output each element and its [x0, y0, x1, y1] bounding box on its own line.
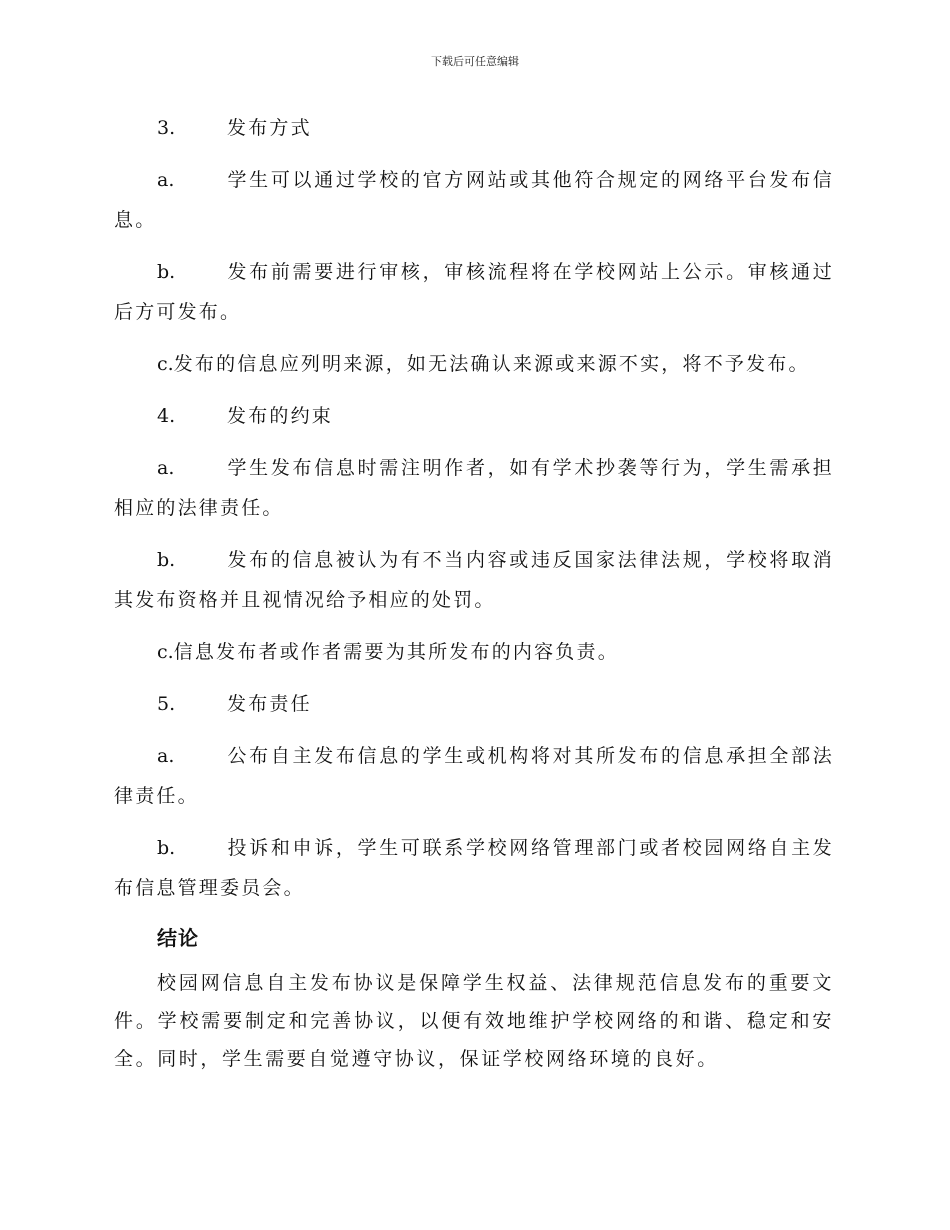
item-text: 投诉和申诉，学生可联系学校网络管理部门或者校园网络自主发布信息管理委员会。: [114, 837, 834, 899]
section-title: 发布的约束: [227, 405, 334, 427]
item-marker: b.: [157, 261, 176, 283]
item-text: 发布的信息应列明来源，如无法确认来源或来源不实，将不予发布。: [173, 353, 810, 375]
item-marker: a.: [157, 169, 175, 191]
list-item: [114, 344, 834, 384]
item-marker: c.: [157, 641, 174, 663]
conclusion-text: 校园网信息自主发布协议是保障学生权益、法律规范信息发布的重要文件。学校需要制定和完善协议，以便有效地维护学校网络的和谐、稳定和安全。同时，学生需要自觉遵守协议，保证学校网络环境的良好。: [114, 972, 834, 1070]
section-number: 4.: [157, 405, 176, 427]
item-text: 信息发布者或作者需要为其所发布的内容负责。: [173, 641, 619, 663]
item-marker: a.: [157, 457, 175, 479]
item-marker: a.: [157, 745, 175, 767]
section-heading-4: [114, 396, 834, 436]
section-heading-3: [114, 108, 834, 148]
section-heading-5: [114, 684, 834, 724]
section-title: 发布方式: [227, 117, 312, 139]
section-title: 发布责任: [227, 693, 312, 715]
item-text: 发布前需要进行审核，审核流程将在学校网站上公示。审核通过后方可发布。: [114, 261, 834, 323]
list-item: [114, 160, 834, 240]
conclusion-heading: 结论: [157, 926, 199, 950]
list-item: [114, 632, 834, 672]
list-item: [114, 252, 834, 332]
document-body: [114, 108, 834, 1078]
item-text: 发布的信息被认为有不当内容或违反国家法律法规，学校将取消其发布资格并且视情况给予相应的处罚。: [114, 549, 834, 611]
list-item: [114, 736, 834, 816]
list-item: [114, 828, 834, 908]
item-text: 公布自主发布信息的学生或机构将对其所发布的信息承担全部法律责任。: [114, 745, 834, 807]
section-number: 5.: [157, 693, 176, 715]
list-item: [114, 448, 834, 528]
page-header-note: 下载后可任意编辑: [431, 55, 519, 68]
item-marker: b.: [157, 837, 176, 859]
item-text: 学生可以通过学校的官方网站或其他符合规定的网络平台发布信息。: [114, 169, 834, 231]
list-item: [114, 540, 834, 620]
section-number: 3.: [157, 117, 176, 139]
item-marker: b.: [157, 549, 176, 571]
item-marker: c.: [157, 353, 174, 375]
item-text: 学生发布信息时需注明作者，如有学术抄袭等行为，学生需承担相应的法律责任。: [114, 457, 834, 519]
